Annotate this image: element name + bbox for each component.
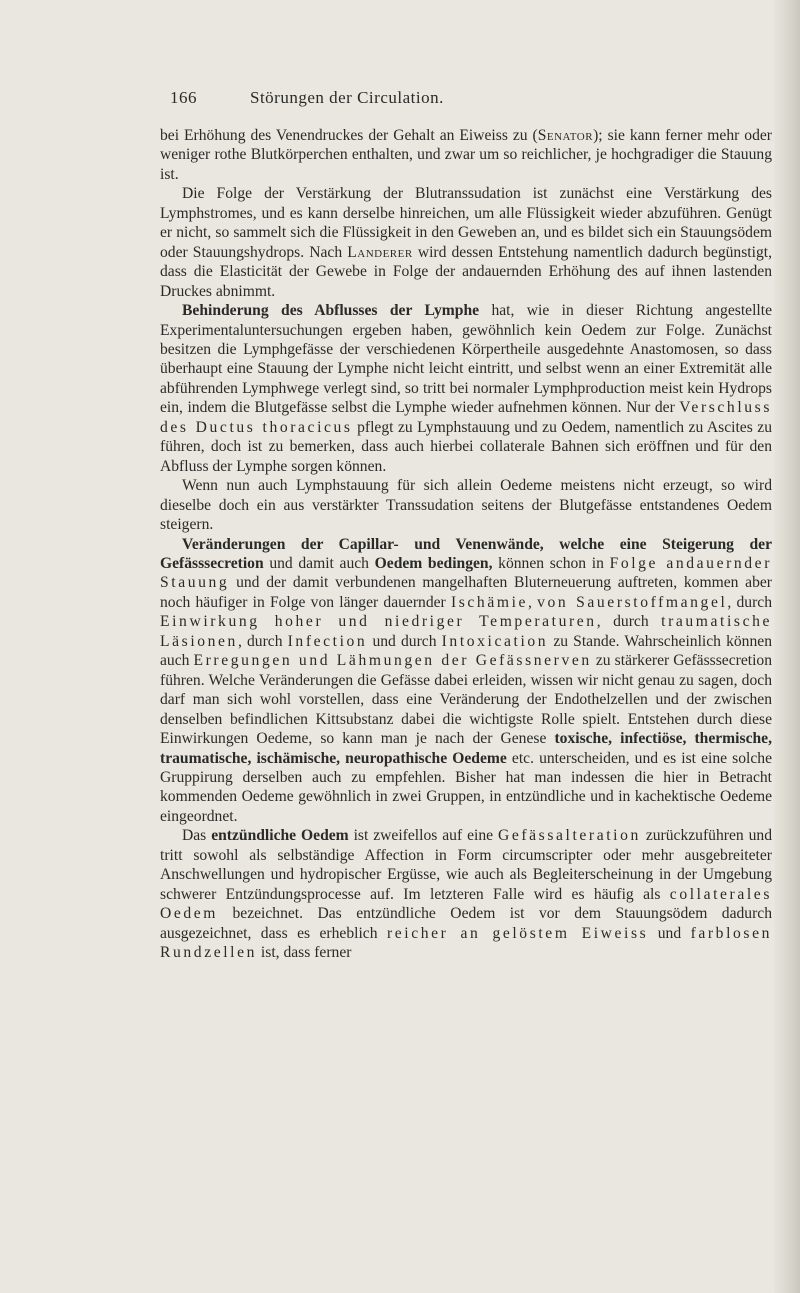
text-run: bezeichnet. Das entzündliche Oedem ist vor dem Stauungsödem dadurch ausgezeichnet, dass es erheblich [160,905,772,942]
text-run: ist zweifellos auf eine [348,827,498,845]
text-run: reicher an gelöstem Eiweiss [386,924,649,942]
text-run: pflegt zu Lymphstauung und zu Oedem, namentlich zu Ascites zu führen, doch ist zu bemerken, dass auch hierbei collaterale Bahnen sich eröffnen und für den Abfluss der Lymphe sorgen können. [160,418,772,475]
text-run: Veränderungen der Capillar- und Venenwände, welche eine Steigerung der Gefässsecretion [160,535,772,572]
paragraph [160,126,772,184]
text-run: traumatische Läsionen [160,613,773,650]
text-run: Verschluss des Ductus thoracicus [160,399,772,436]
text-run: Erregungen und Lähmungen der Gefässnerven [193,652,592,670]
text-run: Die Folge der Verstärkung der Blutranssudation ist zunächst eine Verstärkung des Lymphstromes, und es kann derselbe hinreichen, um alle Flüssigkeit wieder abzuführen. Genügt er nicht, so sammelt sich die Flüssigkeit in den Geweben an, und es bildet sich ein Stauungsödem oder Stauungshydrops. Nach [160,185,772,261]
running-title: Störungen der Circulation. [250,88,444,107]
text-run: ist, dass ferner [257,944,352,962]
text-run: hat, wie in dieser Richtung angestellte Experimentaluntersuchungen ergeben haben, gewöhnlich kein Oedem zur Folge. Zunächst besitzen die Lymphgefässe der verschiedenen Körpertheile ausgedehnte Anastomosen, so dass überhaupt eine Stauung der Lymphe nicht leicht eintritt, und selbst wenn an einer Extremität alle abführenden Lymphwege verlegt sind, so tritt bei normaler Lymphproduction meist kein Hydrops ein, indem die Blutgefässe selbst die Lymphe wieder aufnehmen können. Nur der [160,302,772,417]
text-run: entzündliche Oedem [211,827,349,845]
text-run: können schon in [492,554,610,572]
text-run: , [528,593,538,611]
page-header [170,88,620,112]
text-run: wird dessen Entstehung namentlich dadurch begünstigt, dass die Elasticität der Gewebe in Folge der andauernden Erhöhung des auf ihnen lastenden Druckes abnimmt. [160,243,772,300]
text-run: zu Stande. Wahrscheinlich können auch [160,632,772,670]
text-run: farblosen Rundzellen [160,924,772,962]
text-run: Das [182,827,212,845]
text-run: und [648,924,691,942]
paragraph [160,301,772,476]
text-run: Folge andauernder Stauung [160,554,772,592]
text-run: Senator [537,127,594,144]
page-edge-shadow [774,0,800,1293]
text-run: Ischämie [450,593,529,611]
text-run: Infection [287,632,368,650]
text-run: und der damit verbundenen mangelhaften Bluterneuerung auftreten, kommen aber noch häufiger in Folge von länger dauernder [160,574,772,611]
text-run: bei Erhöhung des Venendruckes der Gehalt an Eiweiss zu ( [160,127,538,144]
text-run: Gefässalteration [497,827,641,845]
text-run: , durch [727,593,773,611]
body-text [160,126,772,962]
text-run: , durch [237,632,288,650]
text-run: collaterales Oedem [160,885,772,923]
text-run: und durch [367,632,442,650]
page-number: 166 [170,88,197,107]
text-run: Landerer [347,243,413,261]
text-run: Behinderung des Abflusses der Lymphe [182,302,480,320]
text-run: ); sie kann ferner mehr oder weniger rothe Blutkörperchen enthalten, und zwar um so reichlicher, je hochgradiger die Stauung ist. [160,127,772,183]
text-run: Einwirkung hoher und niedriger Temperaturen [160,613,597,631]
text-run: , durch [596,613,662,631]
text-run: toxische, infectiöse, thermische, traumatische, ischämische, neuropathische Oedeme [160,730,772,767]
text-run: von Sauerstoffmangel [537,593,728,611]
paragraph [160,476,772,534]
text-run: etc. unterscheiden, und es ist eine solche Gruppirung derselben auch zu empfehlen. Bisher hat man indessen die hier in Betracht kommenden Oedeme gewöhnlich in zwei Gruppen, in entzündliche und in kachektische Oedeme eingeordnet. [160,749,772,825]
text-run: Intoxication [441,632,549,650]
text-run: zurückzuführen und tritt sowohl als selbständige Affection in Form circumscripter oder mehr ausgebreiteter Anschwellungen und hydropischer Ergüsse, wie auch als Begleiterscheinung in der Umgebung schwerer Entzündungsprocesse auf. Im letzteren Falle wird es häufig als [160,827,772,903]
text-run: zu stärkerer Gefässsecretion führen. Welche Veränderungen die Gefässe dabei erleiden, wissen wir nicht genau zu sagen, doch darf man sich wohl vorstellen, dass eine Veränderung der Endothelzellen und der zwischen denselben befindlichen Kittsubstanz dabei die wichtigste Rolle spielt. Entstehen durch diese Einwirkungen Oedeme, so kann man je nach der Genese [160,652,772,748]
paragraph [160,535,772,827]
text-run: Wenn nun auch Lymphstauung für sich allein Oedeme meistens nicht erzeugt, so wird dieselbe doch ein aus verstärkter Transsudation seitens der Blutgefässe entstandenes Oedem steigern. [160,477,772,534]
text-run: und damit auch [263,554,375,572]
paragraph [160,826,772,962]
paragraph [160,184,772,301]
text-run: Oedem bedingen, [374,554,493,572]
